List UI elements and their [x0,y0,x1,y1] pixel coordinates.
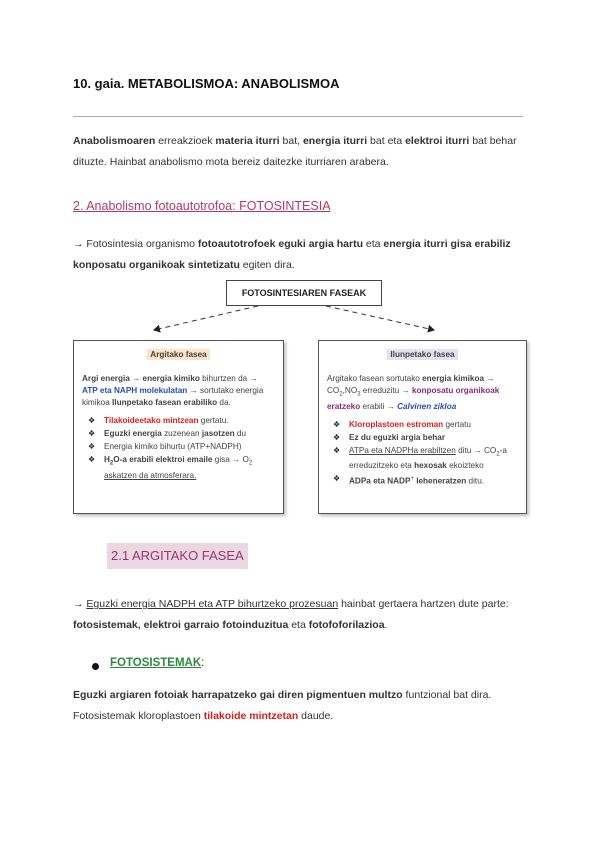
box-text: du [234,429,247,438]
box-text: gertatu. [198,416,229,425]
para-text: funtzional bat dira. Fotosistemak kloroplastoen [73,689,492,722]
section-heading-argitako-fasea: 2.1 ARGITAKO FASEA [107,543,248,569]
intro-paragraph [73,131,528,173]
box-text: erabili → [360,401,398,411]
arrow-right-line [326,306,434,330]
box-text: leheneratzen [413,477,467,487]
box-text: O-a erabili elektroi emaile [113,455,213,464]
para-text: fotoautotrofoek eguki argia hartu [197,238,363,250]
box-text: ATPa eta NADPHa erabiltzen [349,445,456,455]
argitako-paragraph [73,594,528,636]
list-item [82,428,275,440]
list-item [82,415,275,427]
diamond-bullet-icon: ❖ [333,419,341,429]
intro-text: Anabolismoaren [73,135,156,147]
diamond-bullet-icon: ❖ [88,455,96,464]
bullet-dot-icon [92,663,99,670]
box-text: → CO [327,374,495,395]
box-text: gertatu [443,419,471,429]
para-text: . [384,619,388,631]
box-text: → sortutako energia kimikoa [82,386,264,407]
box-text: energia kimiko [142,374,200,383]
para-text: daude. [298,710,334,722]
box-title-text: Argitako fasea [147,349,209,360]
box-text: Calvinen zikloa [397,401,457,411]
box-text: gisa → O [212,455,249,464]
box-text: Ilunpetako fasean erabiliko [112,398,218,407]
para-text: fotofoforilazioa [308,619,385,631]
box-text: konposatu organikoak eratzeko [327,386,500,411]
para-text: tilakoide mintzetan [203,710,299,722]
box-text: ditu. [466,477,485,487]
box-text: 2 [496,451,500,458]
box-text: 2 [339,391,343,398]
box-text: 3 [357,391,361,398]
box-text: Argi energia [82,374,130,383]
intro-text: energia iturri [302,135,368,147]
box-description [82,373,275,409]
list-item [327,419,518,431]
box-text: Kloroplastoen estroman [349,419,444,429]
para-text: Eguzki energia NADPH eta ATP bihurtzeko prozesuan [86,598,339,610]
box-text: energia kimikoa [422,374,485,383]
box-text: ditu → CO [455,445,497,455]
box-title-text: Ilunpetako fasea [387,349,457,360]
intro-text: bat eta [367,135,406,147]
diamond-bullet-icon: ❖ [333,474,341,484]
diagram-top-label: FOTOSINTESIAREN FASEAK [226,280,382,306]
box-text: Argitako fasean sortutako [327,374,423,383]
box-text: Energia kimiko bihurtu (ATP+NADPH) [104,442,242,451]
diamond-bullet-icon: ❖ [88,416,96,425]
box-text: hexosak [414,461,447,471]
box-text: Ez du eguzki argia behar [349,432,445,442]
box-text: ADPa eta NADP [349,477,411,487]
box-text: → [129,374,143,383]
intro-text: erreakzioek [155,135,216,147]
list-item [327,432,518,444]
box-text: Tilakoideetako mintzean [104,416,199,425]
argitako-bullets [82,415,275,482]
box-text: askatzen da atmosferara. [104,470,197,480]
para-text: → Fotosintesia organismo [73,238,198,250]
argitako-fasea-box [73,340,284,514]
box-description [327,373,518,413]
box-text: jasotzen [201,429,235,438]
box-text: erreduzitu → [360,386,412,395]
box-text: 2 [248,460,253,467]
para-text: hainbat gertaera hartzen dute parte: [338,598,509,610]
intro-text: materia iturri [215,135,280,147]
box-text: ATP eta NAPH molekulatan [82,386,188,395]
fotosistemak-paragraph [73,685,528,727]
box-title [82,349,275,361]
box-text: -a erreduzitzeko eta [349,445,507,471]
para-text: eta [362,238,384,250]
para-text: egiten dira. [239,259,295,271]
fotosintesia-paragraph [73,234,528,276]
ilunpetako-fasea-box [318,340,527,514]
diamond-bullet-icon: ❖ [333,445,341,455]
fotosistemak-heading [110,657,204,669]
page-title: 10. gaia. METABOLISMOA: ANABOLISMOA [73,76,340,91]
list-item [82,441,275,453]
diamond-bullet-icon: ❖ [88,442,96,451]
para-text: energia iturri gisa erabiliz konposatu organikoak sintetizatu [73,238,511,271]
diamond-bullet-icon: ❖ [333,432,341,442]
para-text: eta [288,619,309,631]
divider [73,116,523,117]
fotosistemak-colon: : [201,657,205,669]
para-text: fotosistemak, elektroi garraio fotoinduzitua [73,619,289,631]
list-item [82,454,275,482]
box-text: zuzenean [161,429,202,438]
box-text: H [104,455,110,464]
box-text: + [410,476,414,483]
box-title [327,349,518,361]
fotosistemak-label: FOTOSISTEMAK [110,657,202,669]
section-heading-fotosintesia: 2. Anabolismo fotoautotrofoa: FOTOSINTESIA [73,199,331,213]
intro-text: bat behar dituzte. Hainbat anabolismo mota bereiz daitezke iturriaren arabera. [73,135,517,168]
arrow-left-line [154,306,258,330]
intro-text: elektroi iturri [405,135,470,147]
box-text: da. [217,398,231,407]
para-text: → [73,598,87,610]
list-item [327,445,518,473]
list-item [327,473,518,488]
box-text: bihurtzen da → [199,374,258,383]
intro-text: bat, [279,135,303,147]
box-text: 2 [109,460,114,467]
box-text: Eguzki energia [104,429,162,438]
ilunpetako-bullets [327,419,518,488]
box-text: ekoizteko [446,461,484,471]
box-text: ,NO [342,386,358,395]
para-text: Eguzki argiaren fotoiak harrapatzeko gai diren pigmentuen multzo [73,689,403,701]
diamond-bullet-icon: ❖ [88,429,96,438]
